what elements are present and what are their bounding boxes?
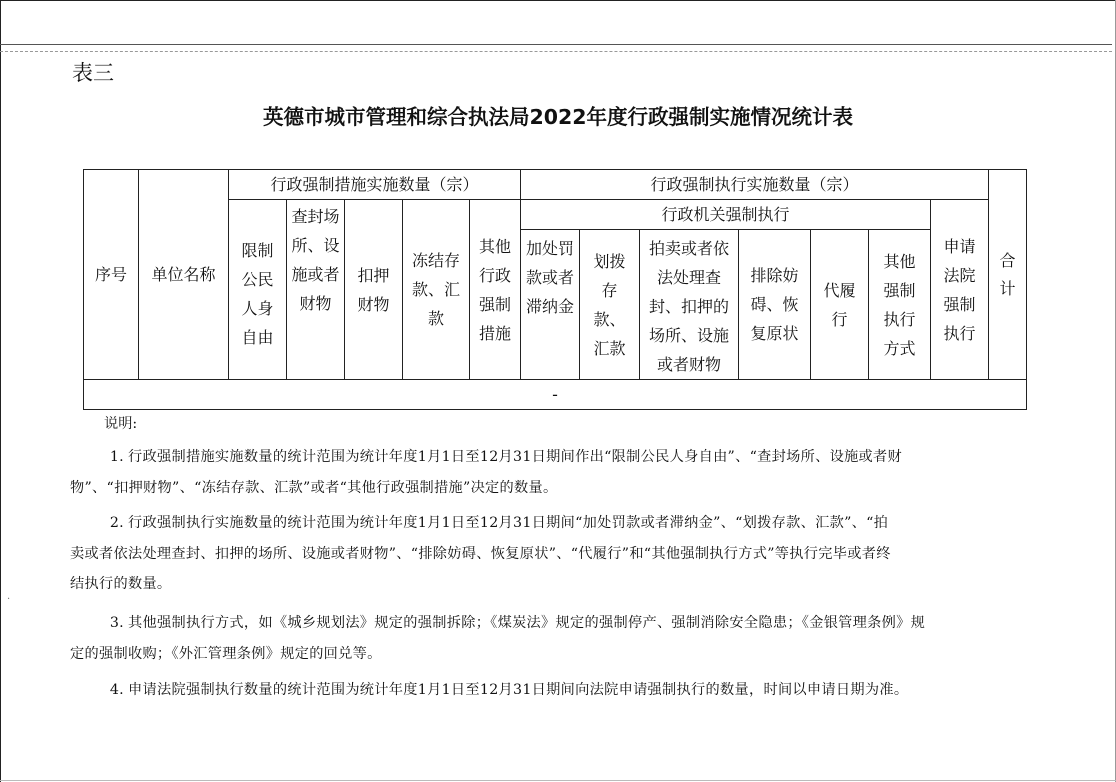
note-line: 物”、“扣押财物”、“冻结存款、汇款”或者“其他行政强制措施”决定的数量。 [70,479,558,496]
note-line: 定的强制收购；《外汇管理条例》规定的回兑等。 [70,645,382,662]
document-title: 英德市城市管理和综合执法局2022年度行政强制实施情况统计表 [262,105,854,129]
data-row [84,380,1027,410]
note-index: 2. [109,515,124,531]
header-enforcement-group: 行政强制执行实施数量（宗） [521,170,989,200]
note-line: 申请法院强制执行数量的统计范围为统计年度1月1日至12月31日期间向法院申请强制执行的数量，时间以申请日期为准。 [128,682,909,698]
header-auction: 拍卖或者依法处理查封、扣押的场所、设施或者财物 [640,230,739,380]
note-line: 结执行的数量。 [70,576,172,592]
note-index: 3. [109,615,124,631]
statistics-table [83,169,1027,410]
note-line: 卖或者依法处理查封、扣押的场所、设施或者财物”、“排除妨碍、恢复原状”、“代履行”和“其他强制执行方式”等执行完毕或者终 [70,545,891,562]
note-3 [70,608,1040,669]
frame-top-border [0,0,1116,1]
note-index: 1. [109,449,124,465]
header-rule [0,44,1112,45]
note-2 [70,508,1040,600]
data-value: - [552,385,558,404]
header-seize-property: 扣押财物 [345,200,403,380]
note-line: 其他强制执行方式，如《城乡规划法》规定的强制拆除；《煤炭法》规定的强制停产、强制消除安全隐患；《金银管理条例》规 [128,615,926,631]
scan-speck: · [7,594,11,605]
header-restrict-freedom: 限制公民人身自由 [229,200,287,380]
header-admin-enforcement: 行政机关强制执行 [521,200,931,230]
note-line: 行政强制措施实施数量的统计范围为统计年度1月1日至12月31日期间作出“限制公民人身自由”、“查封场所、设施或者财 [128,449,903,465]
header-other-measures: 其他行政强制措施 [470,200,521,380]
header-remove-obstruction: 排除妨碍、恢复原状 [739,230,811,380]
note-line: 行政强制执行实施数量的统计范围为统计年度1月1日至12月31日期间“加处罚款或者滞纳金”、“划拨存款、汇款”、“拍 [128,515,889,531]
header-transfer-deposits: 划拨存款、汇款 [580,230,640,380]
header-court-enforcement: 申请法院强制执行 [931,200,989,380]
header-unit-name: 单位名称 [139,170,229,380]
note-index: 4. [109,682,124,698]
table-label: 表三 [72,61,114,85]
note-1 [70,442,1040,503]
notes-heading: 说明: [104,416,138,432]
note-4 [70,675,1040,706]
header-rule-dashed [0,51,1112,52]
header-measures-group: 行政强制措施实施数量（宗） [229,170,521,200]
header-freeze-deposits: 冻结存款、汇款 [403,200,470,380]
header-seq: 序号 [84,170,139,380]
header-substitute-performance: 代履行 [811,230,869,380]
header-seal-up: 查封场所、设施或者财物 [287,200,345,380]
header-total: 合计 [989,170,1027,380]
frame-bottom-border [0,780,1116,781]
header-fines: 加处罚款或者滞纳金 [521,230,580,380]
header-other-enforcement: 其他强制执行方式 [869,230,931,380]
